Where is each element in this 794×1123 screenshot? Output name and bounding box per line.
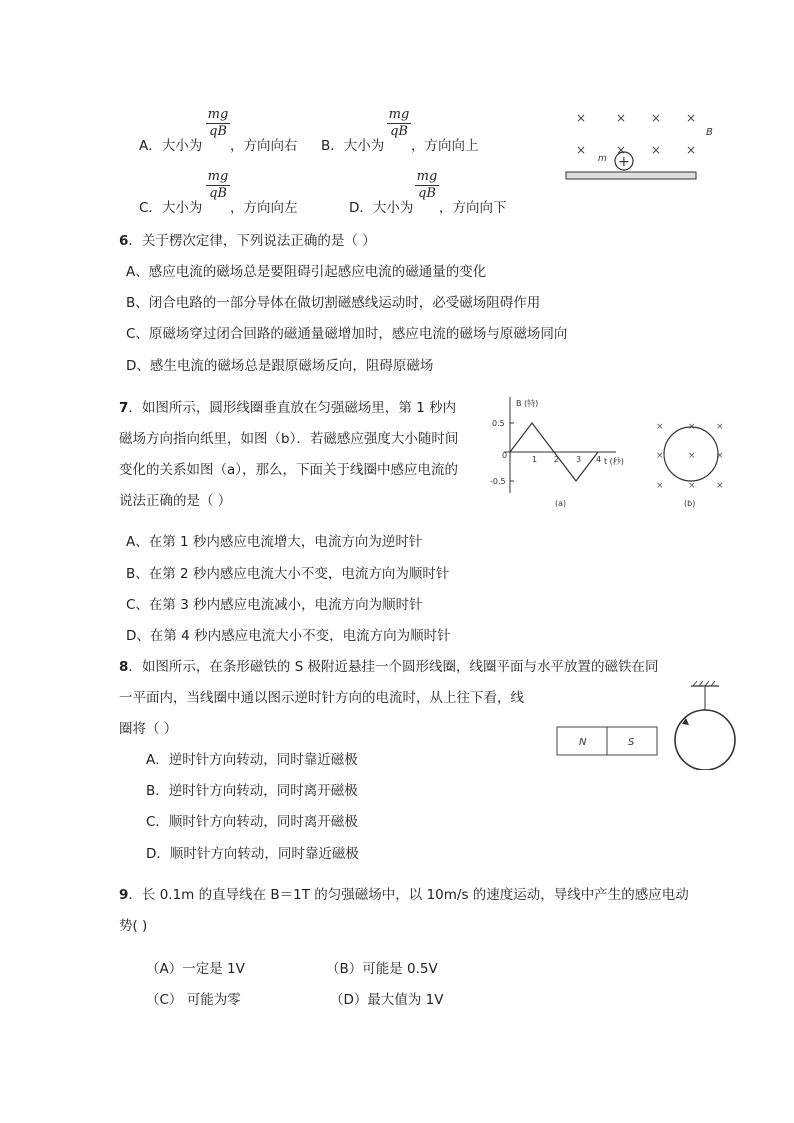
q5-option-d-fraction: $\frac{mg}{qB}$ [416, 169, 438, 201]
q6-option-d: D、感生电流的磁场总是跟原磁场反向，阻碍原磁场 [126, 358, 434, 374]
q5-option-d-prefix: D．大小为 [349, 200, 414, 216]
field-cross-marks [576, 111, 696, 157]
svg-text:×: × [656, 422, 664, 432]
q5-option-a-fraction: $\frac{mg}{qB}$ [207, 107, 229, 139]
q8-option-a: A．逆时针方向转动，同时靠近磁极 [146, 752, 358, 768]
q7-stem-line-4: 说法正确的是（ ） [119, 493, 232, 509]
q9-option-d: （D）最大值为 1V [330, 992, 444, 1008]
cross-mark: × [576, 111, 587, 125]
graph-xtick-label: 4 [596, 455, 602, 464]
q7-graph-a [490, 397, 624, 508]
graph-xtick-label: 1 [532, 455, 538, 464]
cross-mark: × [686, 143, 697, 157]
svg-text:×: × [656, 481, 664, 491]
ceiling-hatch [693, 681, 715, 686]
mass-label-m: m [598, 154, 607, 164]
q8-stem-line-2: 一平面内，当线圈中通以图示逆时针方向的电流时，从上往下看，线 [119, 690, 524, 706]
q6-option-a: A、感应电流的磁场总是要阻碍引起感应电流的磁通量的变化 [126, 264, 487, 280]
q7-number: 7 [119, 400, 129, 416]
q9-option-b: （B）可能是 0.5V [326, 961, 438, 977]
q7-option-d: D、在第 4 秒内感应电流大小不变，电流方向为顺时针 [126, 628, 451, 644]
graph-xtick-label: 2 [554, 455, 560, 464]
q5-option-d-suffix: ，方向向下 [439, 200, 507, 216]
svg-text:×: × [688, 422, 696, 432]
svg-text:×: × [688, 451, 696, 461]
q7-option-a: A、在第 1 秒内感应电流增大，电流方向为逆时针 [126, 534, 423, 550]
insulating-rod [566, 172, 696, 179]
q8-option-b: B．逆时针方向转动，同时离开磁极 [146, 783, 358, 799]
svg-text:×: × [716, 451, 724, 461]
svg-text:×: × [656, 451, 664, 461]
q7-stem-line-2: 磁场方向指向纸里，如图（b）．若磁感应强度大小随时间 [119, 431, 459, 447]
field-label-b: B [706, 127, 713, 138]
positive-charge-sign: + [618, 154, 630, 170]
q5-option-b-prefix: B．大小为 [321, 138, 385, 154]
graph-ytick-label: 0.5 [492, 419, 505, 428]
svg-text:×: × [716, 422, 724, 432]
svg-text:×: × [716, 481, 724, 491]
q6-number: 6 [119, 233, 129, 249]
pole-n-label: N [579, 737, 587, 748]
q8-option-c: C．顺时针方向转动，同时离开磁极 [146, 814, 358, 830]
cross-mark: × [651, 143, 662, 157]
q9-option-c: （C） 可能为零 [146, 992, 241, 1008]
q5-figure [560, 105, 720, 190]
cross-mark: × [651, 111, 662, 125]
q5-option-a-prefix: A．大小为 [139, 138, 203, 154]
graph-xtick-label: 3 [576, 455, 582, 464]
q7-coil-b [656, 422, 724, 508]
cross-mark: × [616, 111, 627, 125]
graph-ytick-label: -0.5 [490, 477, 506, 486]
cross-mark: × [686, 111, 697, 125]
q8-figure [555, 680, 745, 770]
q5-option-a-suffix: ，方向向右 [230, 138, 298, 154]
graph-x-label: t (秒) [604, 457, 624, 466]
q9-stem-line-1: 9．长 0.1m 的直导线在 B＝1T 的匀强磁场中，以 10m/s 的速度运动，导线中产生的感应电动 [119, 887, 689, 903]
q6-stem [119, 229, 376, 249]
q8-stem-line-1: 8．如图所示，在条形磁铁的 S 极附近悬挂一个圆形线圈，线圈平面与水平放置的磁铁在同 [119, 659, 659, 675]
q5-option-b-fraction: $\frac{mg}{qB}$ [388, 107, 410, 139]
q6-option-c: C、原磁场穿过闭合回路的磁通量磁增加时，感应电流的磁场与原磁场同向 [126, 326, 568, 342]
svg-text:×: × [688, 481, 696, 491]
q7-stem-line-1: 7．如图所示，圆形线圈垂直放在匀强磁场里，第 1 秒内 [119, 400, 457, 416]
q6-option-b: B、闭合电路的一部分导体在做切割磁感线运动时，必受磁场阻碍作用 [126, 295, 541, 311]
graph-caption-a: (a) [555, 499, 567, 508]
q9-stem-line-2: 势( ) [119, 918, 148, 934]
q6-stem-text: ．关于楞次定律，下列说法正确的是（ ） [128, 233, 376, 249]
graph-caption-b: (b) [684, 499, 696, 508]
cross-mark: × [616, 143, 627, 157]
graph-y-label: B (特) [516, 399, 539, 408]
q7-option-b: B、在第 2 秒内感应电流大小不变，电流方向为顺时针 [126, 566, 450, 582]
pole-s-label: S [628, 737, 635, 748]
q8-option-d: D．顺时针方向转动，同时靠近磁极 [146, 846, 359, 862]
q9-number: 9 [119, 887, 129, 903]
hanging-coil [675, 710, 735, 770]
q8-stem-line-3: 圈将（ ） [119, 721, 178, 737]
q5-option-b-suffix: ，方向向上 [411, 138, 479, 154]
q7-figure [488, 393, 728, 513]
q7-stem-line-3: 变化的关系如图（a），那么，下面关于线圈中感应电流的 [119, 462, 459, 478]
q8-number: 8 [119, 659, 129, 675]
q5-option-c-prefix: C．大小为 [139, 200, 203, 216]
graph-ytick-label: 0 [502, 451, 508, 460]
q5-option-c-fraction: $\frac{mg}{qB}$ [207, 169, 229, 201]
q5-option-c-suffix: ，方向向左 [230, 200, 298, 216]
cross-mark: × [576, 143, 587, 157]
q9-option-a: （A）一定是 1V [146, 961, 245, 977]
q7-option-c: C、在第 3 秒内感应电流减小，电流方向为顺时针 [126, 597, 423, 613]
